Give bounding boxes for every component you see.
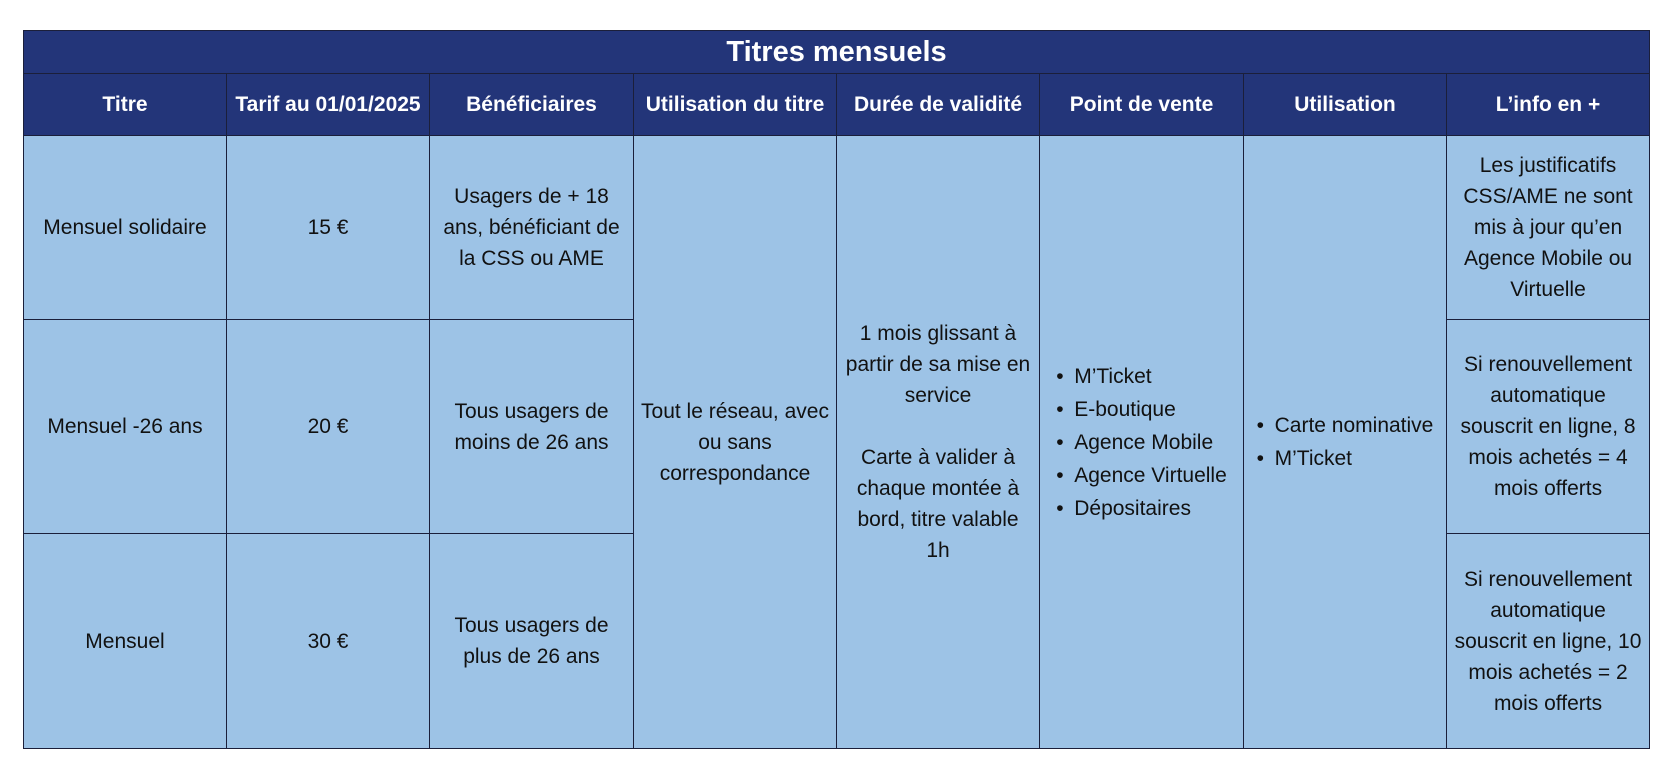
- monthly-passes-table-wrap: [23, 30, 1649, 749]
- cell-titre: Mensuel solidaire: [24, 136, 227, 320]
- monthly-passes-table: [23, 30, 1650, 749]
- cell-utilisation-titre: Tout le réseau, avec ou sans correspondance: [634, 136, 837, 749]
- cell-point-de-vente: [1040, 136, 1244, 749]
- list-item: • Agence Virtuelle: [1056, 460, 1227, 491]
- duree-validite-text-2: Carte à valider à chaque montée à bord, titre valable 1h: [856, 446, 1020, 562]
- point-de-vente-list-wrap: [1056, 359, 1227, 526]
- cell-info: Les justificatifs CSS/AME ne sont mis à jour qu’en Agence Mobile ou Virtuelle: [1447, 136, 1650, 320]
- paragraph-gap: [843, 411, 1033, 442]
- cell-info: Si renouvellement automatique souscrit en ligne, 10 mois achetés = 2 mois offerts: [1447, 534, 1650, 749]
- utilisation-list: [1257, 410, 1434, 474]
- cell-tarif: 15 €: [227, 136, 430, 320]
- header-utilisation-titre: Utilisation du titre: [634, 74, 837, 136]
- header-info: L’info en +: [1447, 74, 1650, 136]
- header-utilisation: Utilisation: [1244, 74, 1447, 136]
- header-point-de-vente: Point de vente: [1040, 74, 1244, 136]
- list-item: • M’Ticket: [1257, 443, 1434, 474]
- header-tarif: Tarif au 01/01/2025: [227, 74, 430, 136]
- cell-tarif: 20 €: [227, 320, 430, 534]
- cell-duree-validite: [837, 136, 1040, 749]
- list-item: • M’Ticket: [1056, 361, 1227, 392]
- header-duree-validite: Durée de validité: [837, 74, 1040, 136]
- list-item: • Carte nominative: [1257, 410, 1434, 441]
- cell-tarif: 30 €: [227, 534, 430, 749]
- cell-utilisation: [1244, 136, 1447, 749]
- cell-titre: Mensuel -26 ans: [24, 320, 227, 534]
- cell-titre: Mensuel: [24, 534, 227, 749]
- list-item: • Dépositaires: [1056, 493, 1227, 524]
- table-title-row: [24, 31, 1650, 74]
- list-item: • E-boutique: [1056, 394, 1227, 425]
- duree-validite-text-1: 1 mois glissant à partir de sa mise en service: [845, 322, 1031, 407]
- cell-info: Si renouvellement automatique souscrit en ligne, 8 mois achetés = 4 mois offerts: [1447, 320, 1650, 534]
- header-titre: Titre: [24, 74, 227, 136]
- utilisation-list-wrap: [1257, 408, 1434, 476]
- point-de-vente-list: [1056, 361, 1227, 524]
- table-header-row: [24, 74, 1650, 136]
- cell-beneficiaires: Tous usagers de moins de 26 ans: [430, 320, 634, 534]
- cell-beneficiaires: Tous usagers de plus de 26 ans: [430, 534, 634, 749]
- cell-beneficiaires: Usagers de + 18 ans, bénéficiant de la CSS ou AME: [430, 136, 634, 320]
- table-row: [24, 136, 1650, 320]
- list-item: • Agence Mobile: [1056, 427, 1227, 458]
- table-title: Titres mensuels: [24, 31, 1650, 74]
- header-beneficiaires: Bénéficiaires: [430, 74, 634, 136]
